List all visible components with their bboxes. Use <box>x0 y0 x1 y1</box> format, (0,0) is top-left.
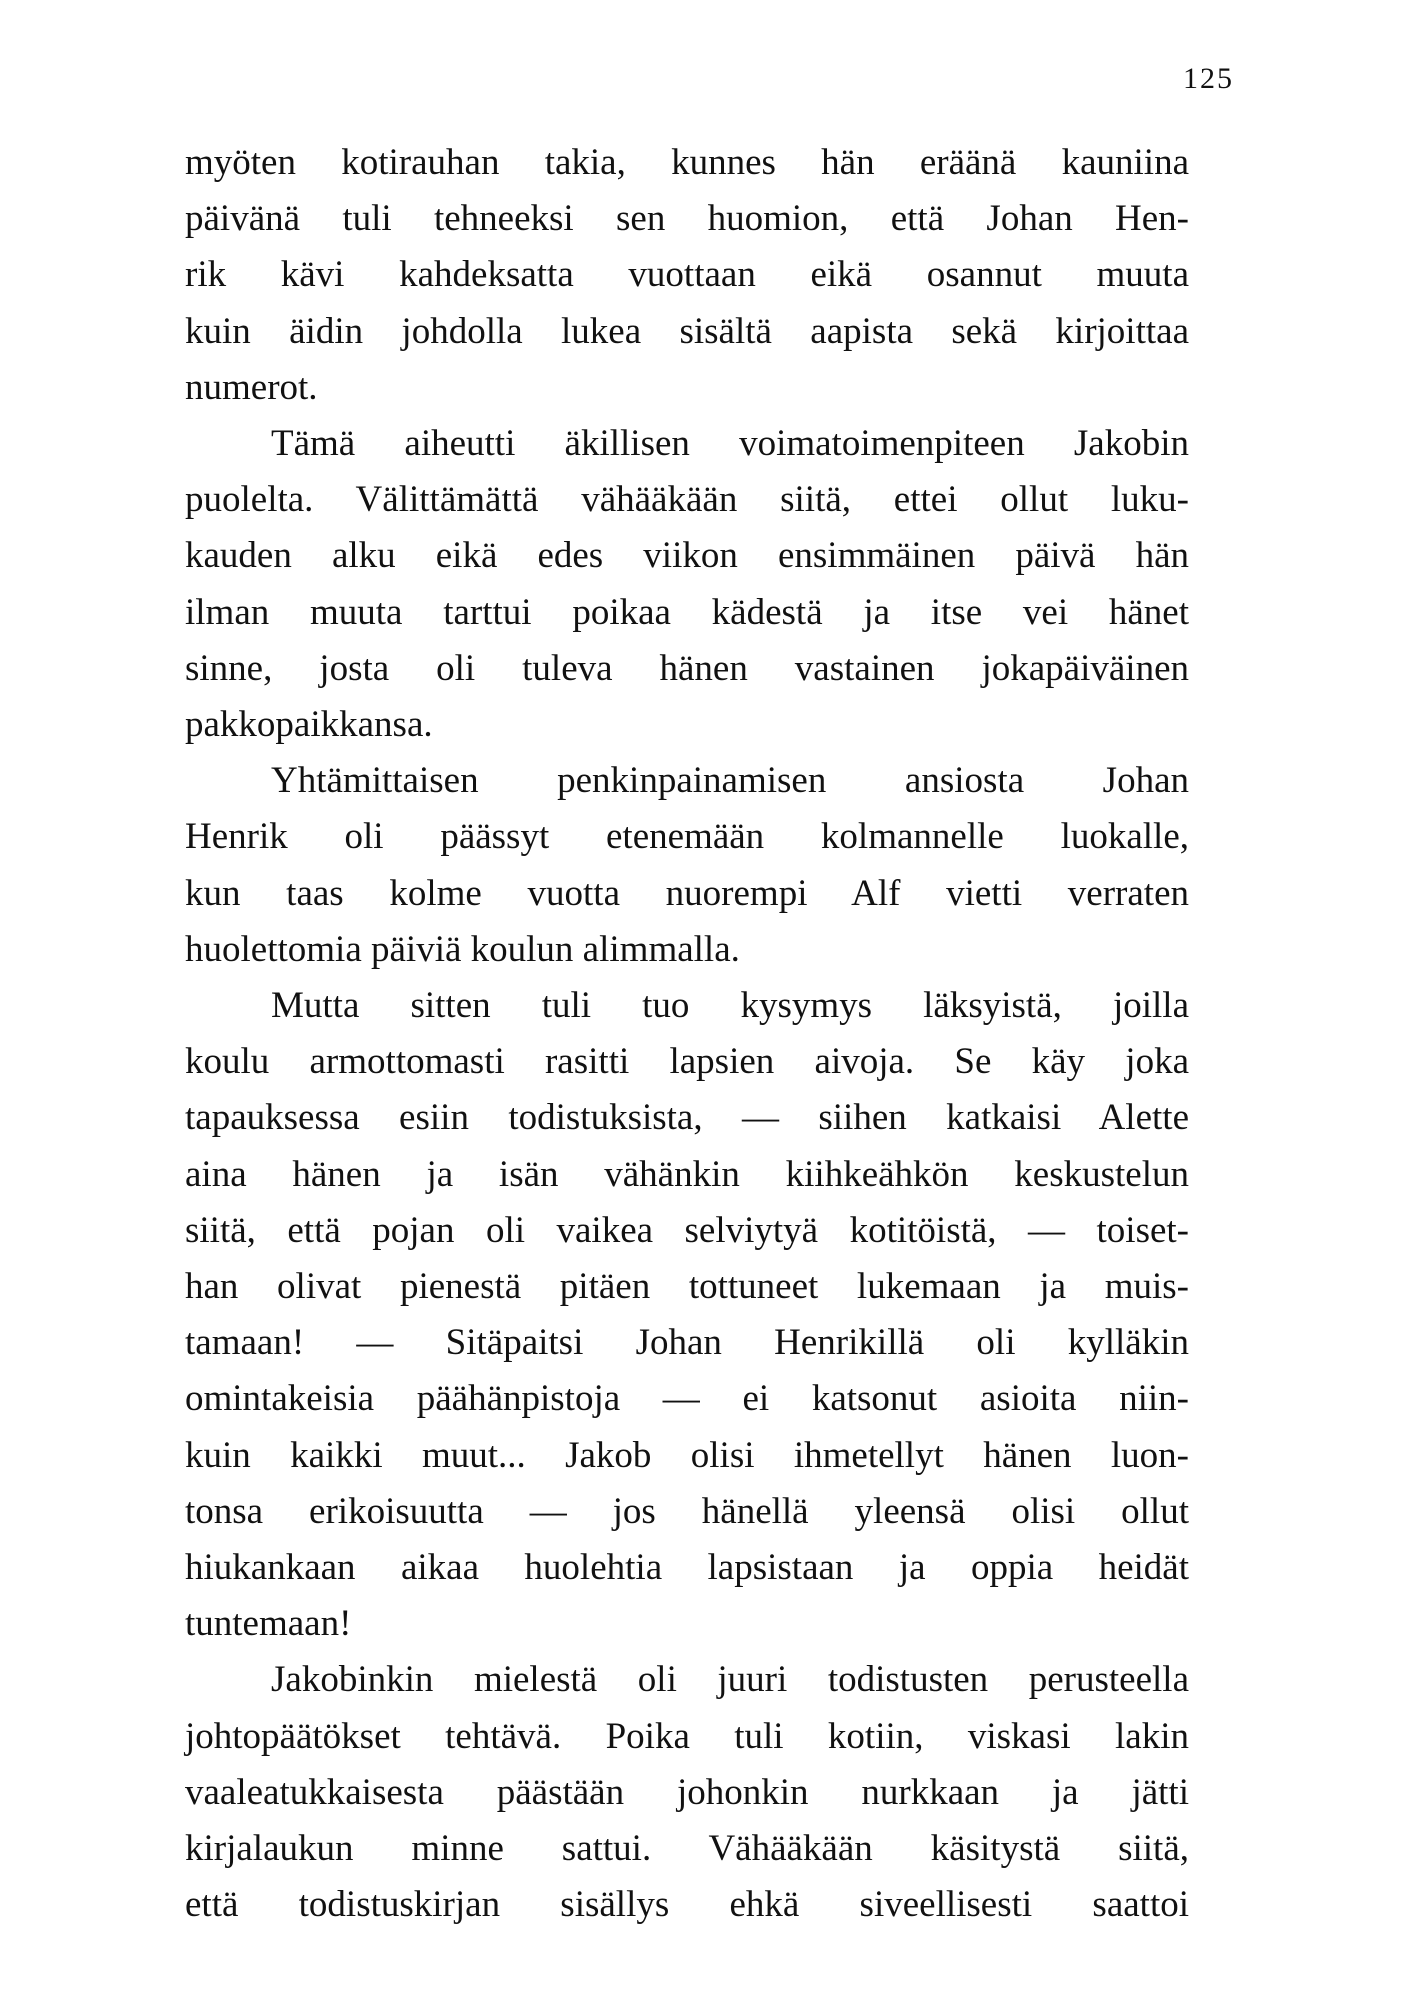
text-line: siitä, että pojan oli vaikea selviytyä kotitöistä, — toiset- <box>185 1209 1189 1251</box>
text-line: kauden alku eikä edes viikon ensimmäinen päivä hän <box>185 535 1189 577</box>
text-line: han olivat pienestä pitäen tottuneet lukemaan ja muis- <box>185 1266 1189 1308</box>
text-line: hiukankaan aikaa huolehtia lapsistaan ja oppia heidät <box>185 1547 1189 1589</box>
text-line: tuntemaan! <box>185 1603 352 1645</box>
text-line: johtopäätökset tehtävä. Poika tuli kotiin, viskasi lakin <box>185 1715 1189 1757</box>
text-line: vaaleatukkaisesta päästään johonkin nurkkaan ja jätti <box>185 1771 1189 1813</box>
paragraph <box>185 1652 1189 1933</box>
text-line: Mutta sitten tuli tuo kysymys läksyistä, joilla <box>271 985 1189 1027</box>
text-line: kuin äidin johdolla lukea sisältä aapista sekä kirjoittaa <box>185 310 1189 352</box>
text-line: pakkopaikkansa. <box>185 704 433 746</box>
paragraph <box>185 753 1189 978</box>
text-line: rik kävi kahdeksatta vuottaan eikä osannut muuta <box>185 254 1189 296</box>
text-line: omintakeisia päähänpistoja — ei katsonut asioita niin- <box>185 1378 1189 1420</box>
paragraph <box>185 978 1189 1652</box>
page-number: 125 <box>1183 62 1234 95</box>
text-line: että todistuskirjan sisällys ehkä siveellisesti saattoi <box>185 1884 1189 1926</box>
text-line: numerot. <box>185 366 318 408</box>
text-line: huolettomia päiviä koulun alimmalla. <box>185 928 740 970</box>
paragraph <box>185 135 1189 416</box>
text-line: myöten kotirauhan takia, kunnes hän eräänä kauniina <box>185 142 1189 183</box>
text-line: aina hänen ja isän vähänkin kiihkeähkön keskustelun <box>185 1153 1189 1195</box>
text-line: kun taas kolme vuotta nuorempi Alf vietti verraten <box>185 872 1189 914</box>
text-line: kirjalaukun minne sattui. Vähääkään käsitystä siitä, <box>185 1828 1189 1870</box>
text-line: ilman muuta tarttui poikaa kädestä ja itse vei hänet <box>185 591 1189 633</box>
text-line: Tämä aiheutti äkillisen voimatoimenpiteen Jakobin <box>271 423 1189 465</box>
body-text <box>185 135 1189 1934</box>
text-line: koulu armottomasti rasitti lapsien aivoja. Se käy joka <box>185 1041 1189 1083</box>
text-line: puolelta. Välittämättä vähääkään siitä, ettei ollut luku- <box>185 479 1189 521</box>
text-line: Henrik oli päässyt etenemään kolmannelle luokalle, <box>185 816 1189 858</box>
paragraph <box>185 416 1189 753</box>
text-line: Jakobinkin mielestä oli juuri todistusten perusteella <box>271 1659 1189 1701</box>
text-line: Yhtämittaisen penkinpainamisen ansiosta Johan <box>271 760 1189 802</box>
text-line: sinne, josta oli tuleva hänen vastainen jokapäiväinen <box>185 647 1189 689</box>
text-line: tonsa erikoisuutta — jos hänellä yleensä olisi ollut <box>185 1490 1189 1532</box>
text-line: kuin kaikki muut... Jakob olisi ihmetellyt hänen luon- <box>185 1434 1189 1476</box>
text-line: tamaan! — Sitäpaitsi Johan Henrikillä oli kylläkin <box>185 1322 1189 1364</box>
text-line: tapauksessa esiin todistuksista, — siihen katkaisi Alette <box>185 1097 1189 1139</box>
text-line: päivänä tuli tehneeksi sen huomion, että Johan Hen- <box>185 198 1189 240</box>
